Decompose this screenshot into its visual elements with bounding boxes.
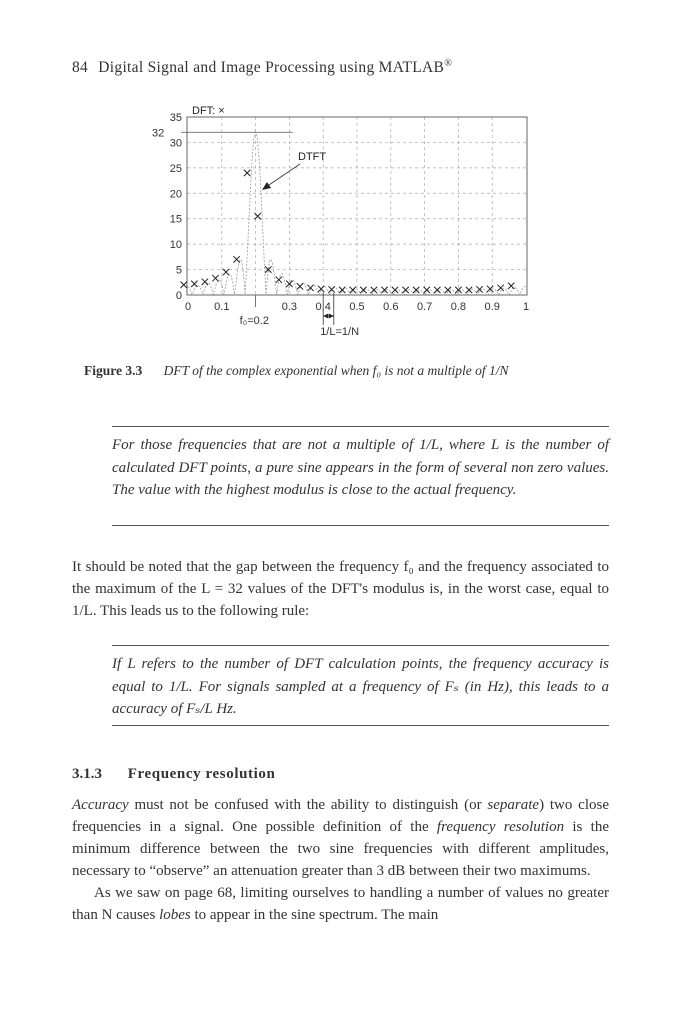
body-paragraph-2	[72, 794, 609, 926]
box-rule-top-2	[112, 645, 609, 646]
dtft-arrow-line	[266, 164, 300, 187]
dft-point	[307, 285, 313, 291]
dtft-label: DTFT	[298, 151, 327, 163]
dft-point	[181, 282, 187, 288]
dft-point	[497, 285, 503, 291]
y-tick-label: 35	[169, 112, 182, 124]
dft-point	[202, 279, 208, 285]
dft-chart	[140, 100, 560, 350]
dtft-arrow-head	[262, 182, 271, 190]
x-tick-label: 0.6	[383, 301, 399, 313]
dft-point	[191, 281, 197, 287]
section-number: 3.1.3	[72, 766, 102, 782]
y-tick-label: 20	[169, 188, 182, 201]
y-ticks	[170, 112, 182, 302]
figure-label: Figure 3.3	[84, 363, 143, 378]
dft-point	[328, 286, 334, 292]
y-tick-label: 15	[169, 213, 182, 226]
x-ticks	[185, 301, 529, 313]
text-span: is the minimum difference between the two sine frequencies with different amplitudes, necessary to “observe” an attenuation greater than 3 dB between their two maximums.	[72, 819, 609, 879]
x-tick-label: 0.8	[450, 301, 467, 313]
box-rule-top-1	[112, 426, 609, 427]
box-rule-bottom-1	[112, 525, 609, 526]
f0-label: f₀=0.2	[239, 315, 269, 327]
text-span: to appear in the sine spectrum. The main	[190, 907, 439, 923]
x-tick-label: 0.3	[281, 301, 298, 313]
dft-point	[350, 287, 356, 293]
dft-point	[318, 286, 324, 292]
figure-caption	[84, 363, 509, 379]
box-rule-bottom-2	[112, 725, 609, 726]
peak-label: 32	[152, 127, 165, 140]
figure-caption-text: DFT of the complex exponential when f₀ is not a multiple of 1/N	[163, 363, 509, 378]
resolution-label: 1/L=1/N	[320, 326, 360, 338]
text-span: As we saw on page 68, limiting ourselves to handling a number of values no greater than N causes	[72, 885, 609, 923]
x-tick-label: 0.7	[416, 301, 433, 313]
running-title: Digital Signal and Image Processing using MATLAB	[98, 59, 445, 77]
x-tick-label: 0.4	[315, 301, 331, 313]
y-tick-label: 0	[175, 290, 182, 302]
res-arrow-left	[323, 314, 328, 319]
section-heading	[72, 766, 275, 783]
x-tick-label: 0.5	[349, 301, 365, 313]
dft-marks	[181, 170, 515, 293]
paragraph-2-first	[72, 794, 609, 882]
dft-point	[424, 287, 430, 293]
dft-point	[223, 269, 229, 275]
dft-point	[360, 287, 366, 293]
y-tick-label: 30	[169, 137, 182, 150]
body-paragraph-1: It should be noted that the gap between the frequency f₀ and the frequency associated to the maximum of the L = 32 values of the DFT's modulus is, in the worst case, equal to 1/L. This leads us to the following rule:	[72, 559, 609, 619]
term-accuracy: Accuracy	[72, 797, 129, 813]
dft-point	[508, 283, 514, 289]
dft-point	[339, 287, 345, 293]
x-tick-label: 0	[184, 301, 192, 313]
y-tick-label: 10	[169, 239, 182, 252]
term-frequency-resolution: frequency resolution	[436, 819, 565, 835]
y-tick-label: 25	[169, 162, 182, 175]
dft-point	[212, 275, 218, 281]
paragraph-2-second	[72, 882, 609, 926]
dft-point	[392, 287, 398, 293]
highlight-box-1: For those frequencies that are not a multiple of 1/L, where L is the number of calculated DFT points, a pure sine appears in the form of several non zero values. The value with the highest modulus is close to the actual frequency.	[112, 437, 609, 498]
highlight-box-2: If L refers to the number of DFT calculation points, the frequency accuracy is equal to 1/L. For signals sampled at a frequency of Fₛ (in Hz), this leads to a accuracy of Fₛ/L Hz.	[112, 656, 609, 717]
y-tick-label: 5	[175, 264, 182, 277]
running-header	[72, 58, 452, 77]
legend-dft: DFT: ×	[192, 105, 225, 117]
x-tick-label: 1	[522, 301, 530, 313]
dft-point	[276, 277, 282, 283]
x-tick-label: 0.1	[214, 301, 230, 313]
text-span: must not be confused with the ability to distinguish (or	[128, 797, 488, 813]
term-separate: separate	[487, 797, 540, 813]
res-arrow-right	[329, 314, 334, 319]
dft-point	[371, 287, 377, 293]
section-title: Frequency resolution	[127, 766, 276, 782]
dft-point	[244, 170, 250, 176]
dft-point	[255, 213, 261, 219]
term-lobes: lobes	[159, 907, 191, 923]
registered-mark: ®	[444, 58, 453, 69]
x-tick-label: 0.9	[484, 301, 500, 313]
page-number: 84	[72, 59, 89, 77]
text-span: ) two close frequencies in a signal. One possible definition of the	[72, 797, 609, 835]
dft-point	[233, 256, 239, 262]
